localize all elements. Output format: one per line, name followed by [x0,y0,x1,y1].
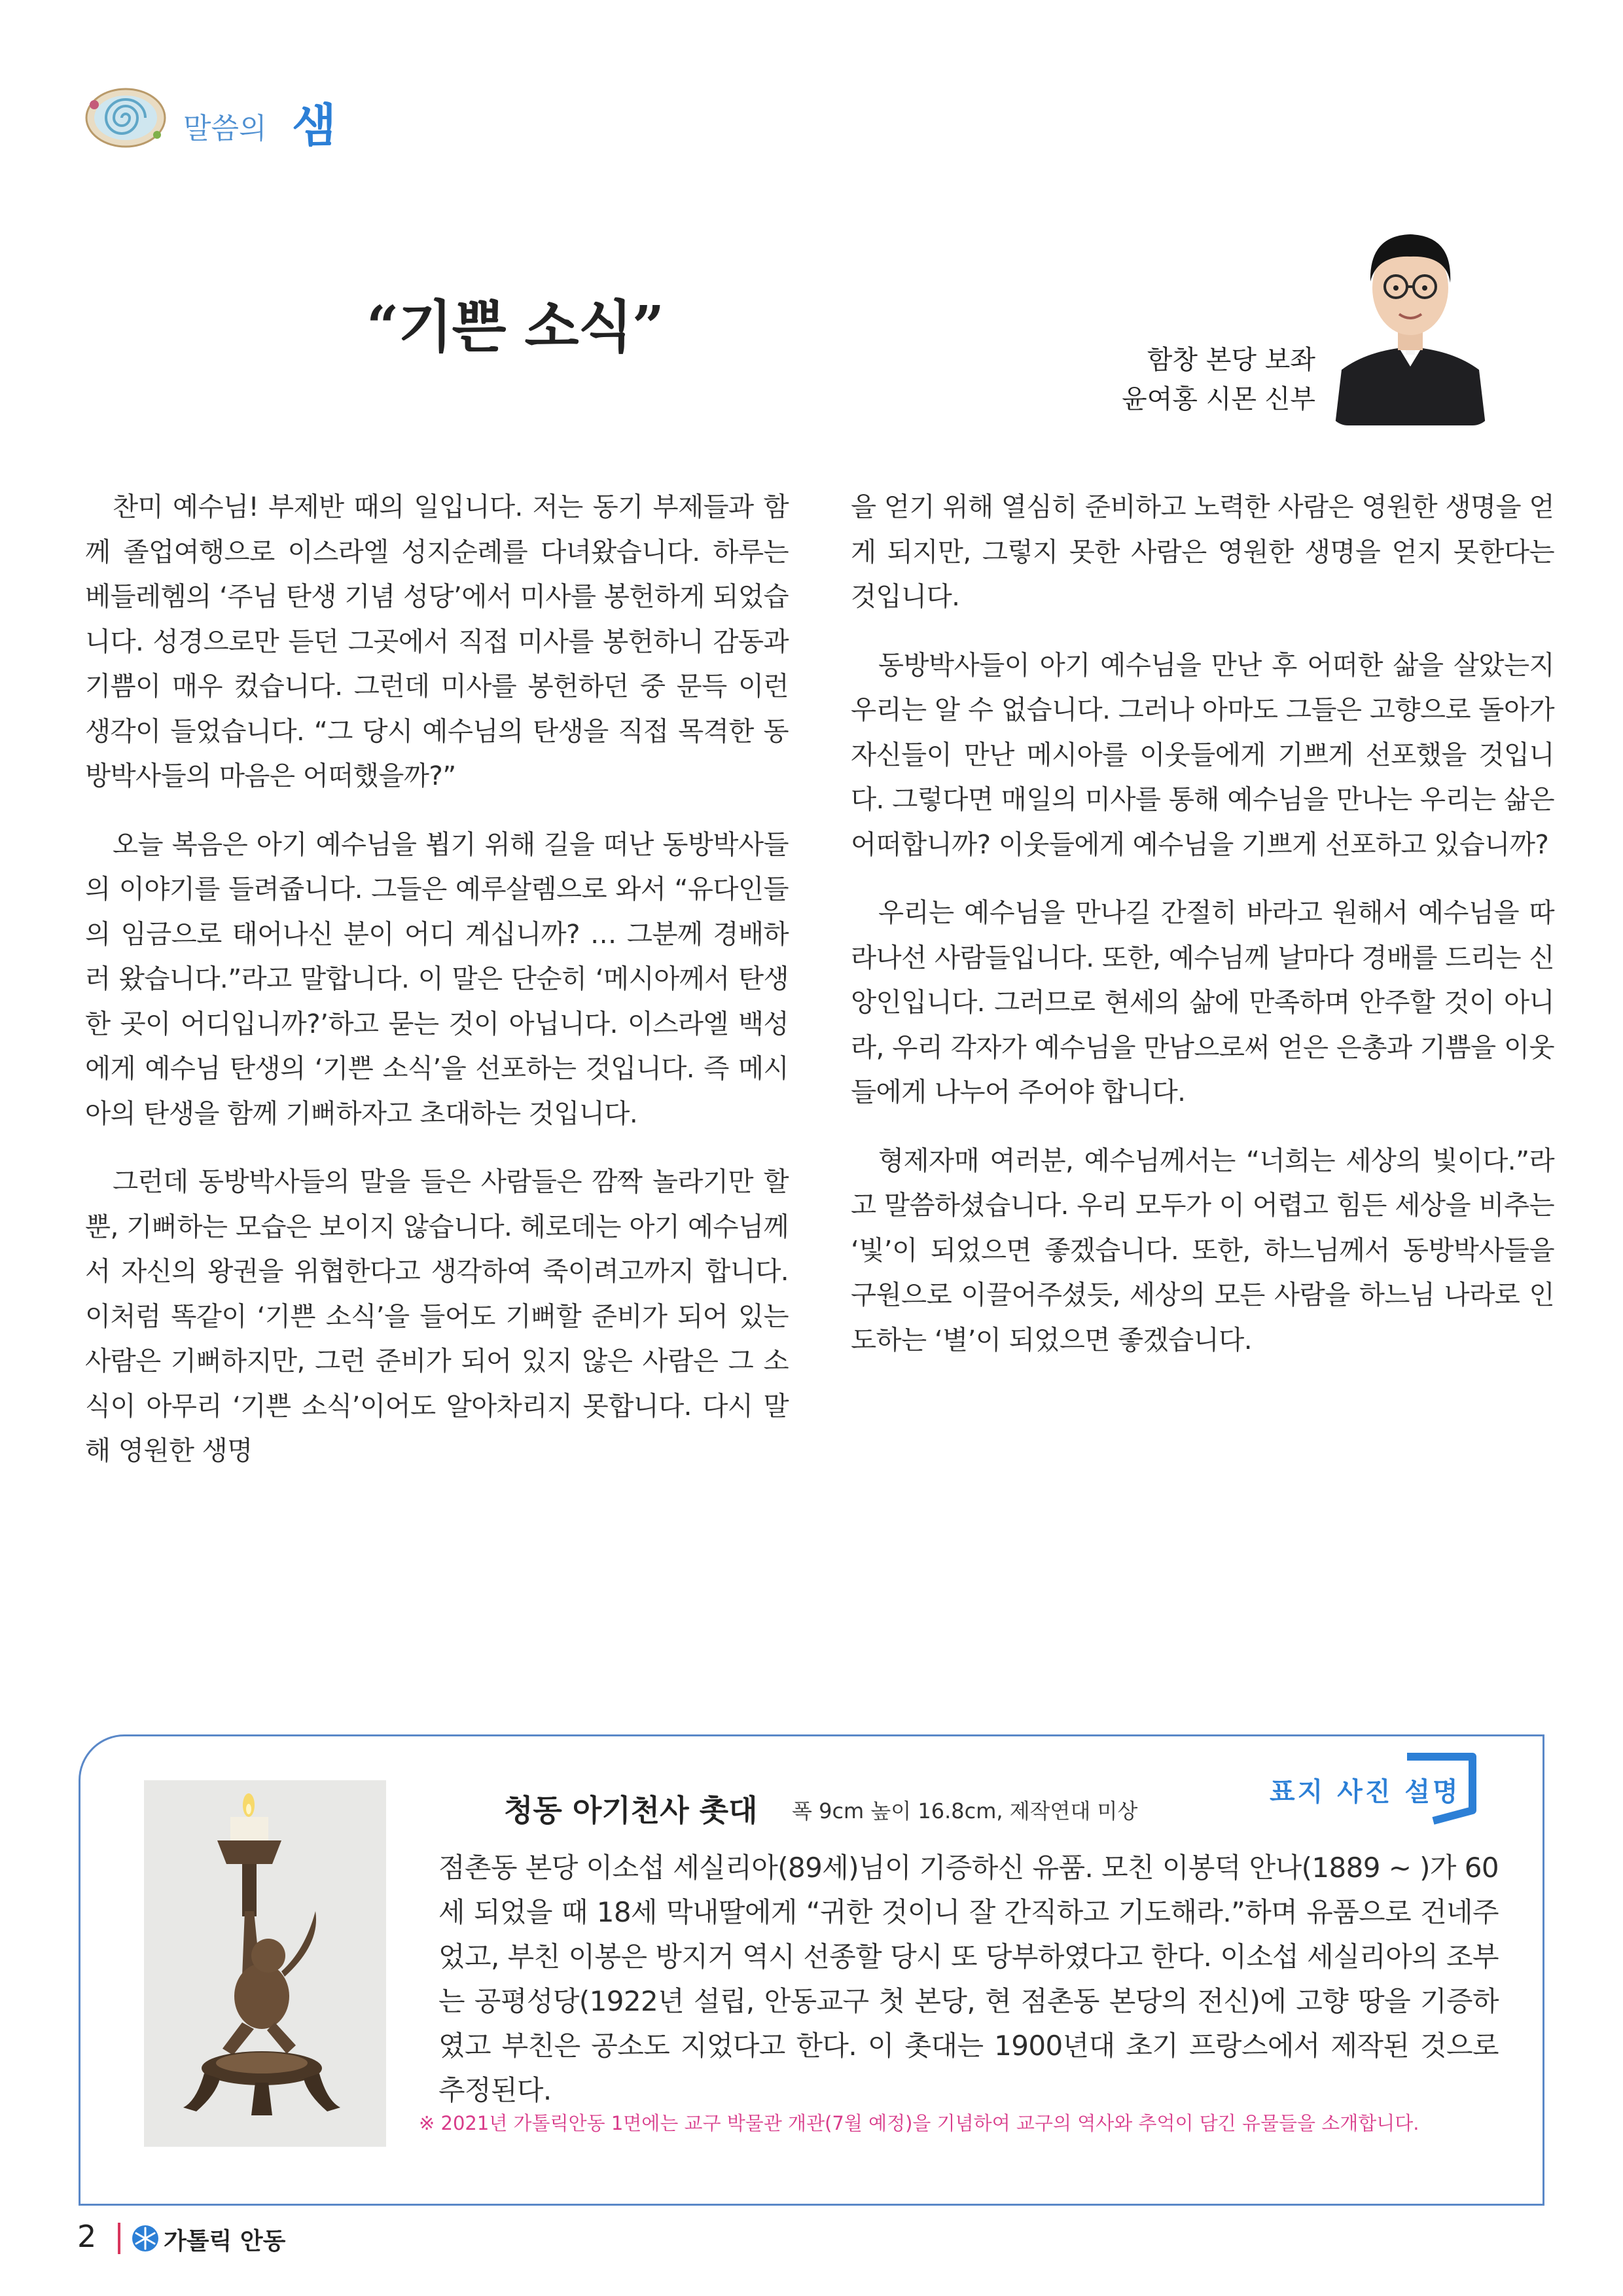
article-right-column [851,484,1554,1386]
footer-brand: 가톨릭 안동 [164,2228,286,2255]
section-label-big: 샘 [292,99,336,152]
caption-heading: 청동 아기천사 촛대 [504,1793,758,1828]
paragraph: 형제자매 여러분, 예수님께서는 “너희는 세상의 빛이다.”라고 말씀하셨습니다. 우리 모두가 이 어렵고 힘든 세상을 비추는 ‘빛’이 되었으면 좋겠습니다. 또한, 하느님께서 동방박사들을 구원으로 이끌어주셨듯, 세상의 모든 사람을 하느님 나라로 인도하는 ‘별’이 되었으면 좋겠습니다. [851,1144,1554,1355]
author-block [1122,340,1315,419]
caption-note: ※ 2021년 가톨릭안동 1면에는 교구 박물관 개관(7월 예정)을 기념하여 교구의 역사와 추억이 담긴 유물들을 소개합니다. [419,2112,1419,2134]
candlestick-photo [144,1780,386,2147]
article-left-column [85,484,789,1497]
page-number: 2 [77,2219,97,2254]
author-name: 윤여홍 시몬 신부 [1122,384,1315,414]
caption-dimensions: 폭 9cm 높이 16.8cm, 제작연대 미상 [792,1799,1138,1823]
snowflake-icon [131,2224,160,2253]
bracket-decoration-icon [1387,1748,1486,1826]
paragraph: 그런데 동방박사들의 말을 들은 사람들은 깜짝 놀라기만 할 뿐, 기뻐하는 모습은 보이지 않습니다. 헤로데는 아기 예수님께서 자신의 왕권을 위협한다고 생각하여 죽이려고까지 합니다. 이처럼 똑같이 ‘기쁜 소식’을 들어도 기뻐할 준비가 되어 있는 사람은 기뻐하지만, 그런 준비가 되어 있지 않은 사람은 그 소식이 아무리 ‘기쁜 소식’이어도 알아차리지 못합니다. 다시 말해 영원한 생명 [85,1166,789,1466]
article-title: “기쁜 소식” [366,294,664,360]
spiral-emblem-icon [85,85,170,151]
footer-divider [118,2223,120,2254]
footer-logo [131,2220,301,2257]
section-logo [85,85,336,152]
caption-text: 점촌동 본당 이소섭 세실리아(89세)님이 기증하신 유품. 모친 이봉덕 안나(1889 ~ )가 60세 되었을 때 18세 막내딸에게 “귀한 것이니 잘 간직하고 기도해라.”하며 유품으로 건네주었고, 부친 이봉은 방지거 역시 선종할 당시 또 당부하였다고 한다. 이소섭 세실리아의 조부는 공평성당(1922년 설립, 안동교구 첫 본당, 현 점촌동 본당의 전신)에 고향 땅을 기증하였고 부친은 공소도 지었다고 한다. 이 촛대는 1900년대 초기 프랑스에서 제작된 것으로 추정된다. [438,1852,1499,2106]
paragraph: 오늘 복음은 아기 예수님을 뵙기 위해 길을 떠난 동방박사들의 이야기를 들려줍니다. 그들은 예루살렘으로 와서 “유다인들의 임금으로 태어나신 분이 어디 계십니까? … 그분께 경배하러 왔습니다.”라고 말합니다. 이 말은 단순히 ‘메시아께서 탄생한 곳이 어디입니까?’하고 묻는 것이 아닙니다. 이스라엘 백성에게 예수님 탄생의 ‘기쁜 소식’을 선포하는 것입니다. 즉 메시아의 탄생을 함께 기뻐하자고 초대하는 것입니다. [85,828,789,1129]
paragraph: 동방박사들이 아기 예수님을 만난 후 어떠한 삶을 살았는지 우리는 알 수 없습니다. 그러나 아마도 그들은 고향으로 돌아가 자신들이 만난 메시아를 이웃들에게 기쁘게 선포했을 것입니다. 그렇다면 매일의 미사를 통해 예수님을 만나는 우리는 삶은 어떠합니까? 이웃들에게 예수님을 기쁘게 선포하고 있습니까? [851,649,1554,860]
paragraph: 우리는 예수님을 만나길 간절히 바라고 원해서 예수님을 따라나선 사람들입니다. 또한, 예수님께 날마다 경배를 드리는 신앙인입니다. 그러므로 현세의 삶에 만족하며 안주할 것이 아니라, 우리 각자가 예수님을 만남으로써 얻은 은총과 기쁨을 이웃들에게 나누어 주어야 합니다. [851,897,1554,1107]
cover-photo-label: 표지 사진 설명 [1270,1777,1461,1807]
paragraph: 을 얻기 위해 열심히 준비하고 노력한 사람은 영원한 생명을 얻게 되지만, 그렇지 못한 사람은 영원한 생명을 얻지 못한다는 것입니다. [851,491,1554,612]
section-label-small: 말씀의 [183,112,267,145]
author-portrait [1329,209,1492,425]
author-role: 함창 본당 보좌 [1147,345,1315,375]
paragraph: 찬미 예수님! 부제반 때의 일입니다. 저는 동기 부제들과 함께 졸업여행으로 이스라엘 성지순례를 다녀왔습니다. 하루는 베들레헴의 ‘주님 탄생 기념 성당’에서 미사를 봉헌하게 되었습니다. 성경으로만 듣던 그곳에서 직접 미사를 봉헌하니 감동과 기쁨이 매우 컸습니다. 그런데 미사를 봉헌하던 중 문득 이런 생각이 들었습니다. “그 당시 예수님의 탄생을 직접 목격한 동방박사들의 마음은 어떠했을까?” [85,491,789,791]
